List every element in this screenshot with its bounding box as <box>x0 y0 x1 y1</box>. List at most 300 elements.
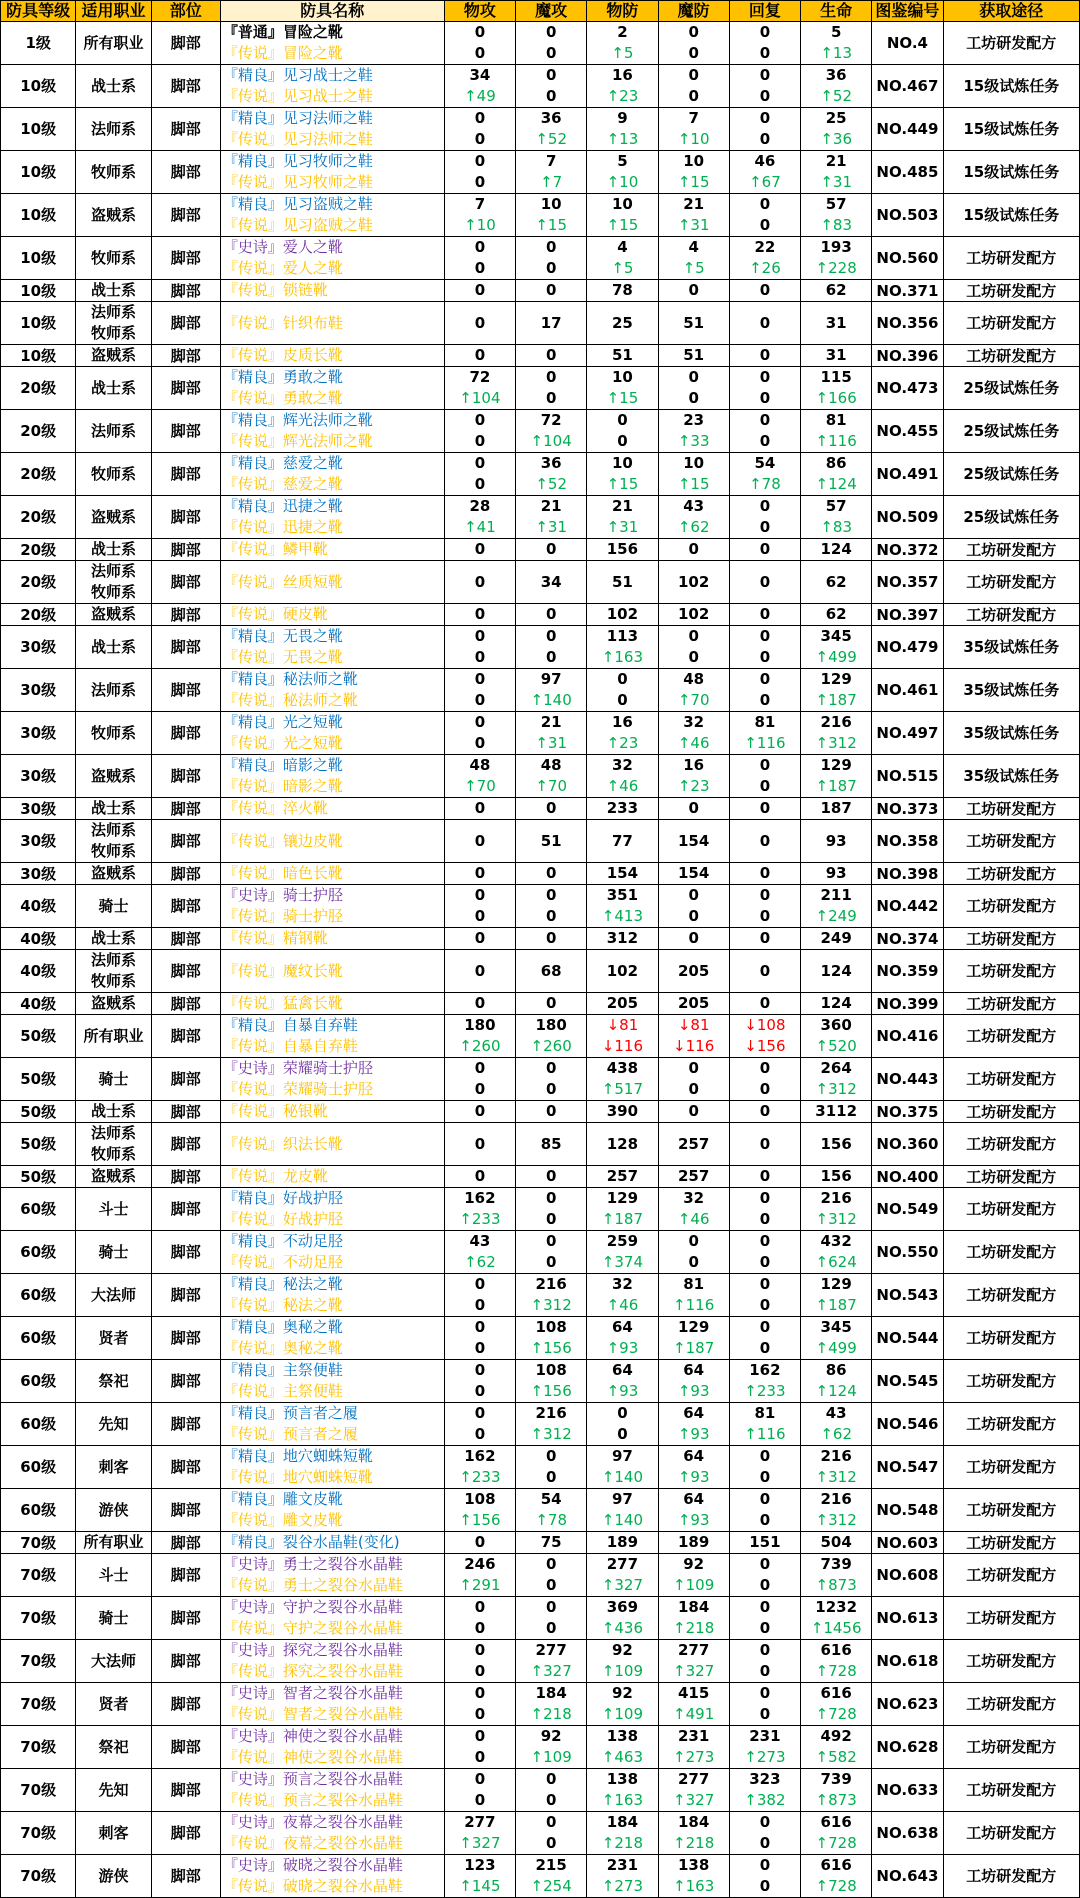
quality-tag: 『传说』 <box>222 389 283 407</box>
jobs-cell <box>76 993 151 1015</box>
job-label: 游侠 <box>98 1501 129 1519</box>
stat-value: 0 <box>759 1447 771 1465</box>
quality-tag: 『史诗』 <box>222 1813 283 1831</box>
item-name-line <box>223 820 444 862</box>
header-part: 部位 <box>151 1 220 22</box>
catalog-no-cell: NO.396 <box>872 345 943 367</box>
stat-value: 184 <box>535 1684 567 1702</box>
part-cell: 脚部 <box>151 1274 220 1317</box>
part-cell: 脚部 <box>151 1188 220 1231</box>
item-name-cell <box>220 863 444 885</box>
catalog-no-cell: NO.373 <box>872 798 943 820</box>
stat-value: 0 <box>759 1167 771 1185</box>
stat-value: 0 <box>759 1619 771 1637</box>
part-cell: 脚部 <box>151 755 220 798</box>
stat-value: ↑312 <box>530 1296 572 1314</box>
item-name-cell <box>220 1403 444 1446</box>
table-row <box>1 237 1080 280</box>
table-row <box>1 561 1080 604</box>
stat-pdef-cell <box>587 539 658 561</box>
stat-matk-cell <box>516 950 587 993</box>
stat-patk-cell <box>444 22 515 65</box>
stat-value: 0 <box>759 1135 771 1153</box>
stat-value: 0 <box>474 691 486 709</box>
item-name-cell <box>220 194 444 237</box>
item-name-line <box>223 474 444 495</box>
source-cell: 工坊研发配方 <box>943 280 1079 302</box>
jobs-cell <box>76 151 151 194</box>
stat-regen-cell <box>729 65 800 108</box>
stat-pdef-cell <box>587 302 658 345</box>
jobs-cell <box>76 453 151 496</box>
source-cell: 15级试炼任务 <box>943 108 1079 151</box>
stat-regen-cell <box>729 950 800 993</box>
item-name-line <box>223 755 444 776</box>
catalog-no-cell: NO.443 <box>872 1058 943 1101</box>
stat-value: ↑728 <box>815 1662 857 1680</box>
stat-value: ↑273 <box>601 1877 643 1895</box>
stat-mdef-cell <box>658 453 729 496</box>
item-name-cell <box>220 1855 444 1898</box>
stat-value: 77 <box>611 832 633 850</box>
item-name-line <box>223 776 444 797</box>
item-name-cell <box>220 1769 444 1812</box>
stat-value: 216 <box>820 1490 852 1508</box>
stat-patk-cell <box>444 1640 515 1683</box>
item-name: 勇敢之靴 <box>282 389 343 407</box>
catalog-no-cell: NO.613 <box>872 1597 943 1640</box>
table-row <box>1 302 1080 345</box>
stat-hp-cell <box>801 604 872 626</box>
item-name-line <box>223 410 444 431</box>
jobs-cell <box>76 1532 151 1554</box>
level-cell: 30级 <box>1 755 76 798</box>
item-name: 见习战士之鞋 <box>282 87 373 105</box>
stat-value: 0 <box>474 281 486 299</box>
stat-value: 62 <box>825 573 847 591</box>
stat-pdef-cell <box>587 1726 658 1769</box>
job-label: 刺客 <box>98 1458 129 1476</box>
item-name-cell <box>220 928 444 950</box>
stat-regen-cell <box>729 453 800 496</box>
stat-value: 0 <box>545 44 557 62</box>
stat-matk-cell <box>516 1640 587 1683</box>
stat-value: 32 <box>611 756 633 774</box>
quality-tag: 『传说』 <box>222 346 283 364</box>
stat-value: 97 <box>611 1490 633 1508</box>
quality-tag: 『传说』 <box>222 1877 283 1895</box>
item-name: 魔纹长靴 <box>282 962 343 980</box>
quality-tag: 『精良』 <box>222 1490 283 1508</box>
stat-value: 0 <box>759 109 771 127</box>
jobs-cell <box>76 712 151 755</box>
table-row <box>1 280 1080 302</box>
quality-tag: 『精良』 <box>222 1404 283 1422</box>
item-name-line <box>223 993 444 1014</box>
stat-value: ↑140 <box>530 691 572 709</box>
quality-tag: 『精良』 <box>222 411 283 429</box>
item-name: 锁链靴 <box>282 281 328 299</box>
catalog-no-cell: NO.356 <box>872 302 943 345</box>
item-name-line <box>223 1467 444 1488</box>
quality-tag: 『传说』 <box>222 1834 283 1852</box>
job-label: 牧师系 <box>90 465 136 483</box>
part-cell: 脚部 <box>151 712 220 755</box>
part-cell: 脚部 <box>151 1683 220 1726</box>
catalog-no-cell: NO.623 <box>872 1683 943 1726</box>
stat-value: 86 <box>825 454 847 472</box>
source-cell: 15级试炼任务 <box>943 65 1079 108</box>
stat-value: 0 <box>545 346 557 364</box>
stat-value: ↑140 <box>601 1511 643 1529</box>
stat-patk-cell <box>444 1317 515 1360</box>
stat-matk-cell <box>516 993 587 1015</box>
stat-hp-cell <box>801 1489 872 1532</box>
stat-value: 0 <box>759 886 771 904</box>
stat-value: ↑291 <box>459 1576 501 1594</box>
quality-tag: 『史诗』 <box>222 1555 283 1573</box>
stat-value: 0 <box>688 44 699 62</box>
stat-value: ↑166 <box>815 389 857 407</box>
item-name-cell <box>220 798 444 820</box>
stat-regen-cell <box>729 1015 800 1058</box>
stat-value: ↑46 <box>677 734 710 752</box>
stat-value: 0 <box>759 929 771 947</box>
stat-value: 51 <box>683 314 705 332</box>
stat-value: 108 <box>535 1318 567 1336</box>
quality-tag: 『精良』 <box>222 152 283 170</box>
stat-patk-cell <box>444 561 515 604</box>
stat-value: 0 <box>617 1425 628 1443</box>
stat-value: ↑273 <box>673 1748 715 1766</box>
item-name-line <box>223 1704 444 1725</box>
part-cell: 脚部 <box>151 453 220 496</box>
stat-value: 264 <box>820 1059 852 1077</box>
source-cell: 工坊研发配方 <box>943 1166 1079 1188</box>
stat-patk-cell <box>444 1166 515 1188</box>
item-name: 秘法师之靴 <box>282 670 358 688</box>
item-name: 淬火靴 <box>282 799 328 817</box>
table-row <box>1 1554 1080 1597</box>
catalog-no-cell: NO.543 <box>872 1274 943 1317</box>
level-cell: 30级 <box>1 863 76 885</box>
stat-value: 0 <box>759 962 771 980</box>
stat-regen-cell <box>729 1812 800 1855</box>
stat-regen-cell <box>729 194 800 237</box>
catalog-no-cell: NO.398 <box>872 863 943 885</box>
level-cell: 60级 <box>1 1446 76 1489</box>
stat-hp-cell <box>801 669 872 712</box>
item-name-cell <box>220 885 444 928</box>
source-cell: 工坊研发配方 <box>943 1532 1079 1554</box>
job-label: 牧师系 <box>90 1145 136 1163</box>
stat-value: 34 <box>469 66 491 84</box>
stat-matk-cell <box>516 410 587 453</box>
job-label: 牧师系 <box>90 163 136 181</box>
item-name: 预言者之履 <box>282 1425 358 1443</box>
item-name-line <box>223 906 444 927</box>
stat-value: 64 <box>611 1318 633 1336</box>
stat-value: 0 <box>759 1555 771 1573</box>
stat-regen-cell <box>729 1446 800 1489</box>
stat-value: ↑163 <box>601 1791 643 1809</box>
item-name-cell <box>220 950 444 993</box>
stat-value: 92 <box>611 1684 633 1702</box>
quality-tag: 『传说』 <box>222 1037 283 1055</box>
item-name-cell <box>220 712 444 755</box>
stat-value: ↑140 <box>601 1468 643 1486</box>
job-label: 祭祀 <box>98 1738 129 1756</box>
part-cell: 脚部 <box>151 1597 220 1640</box>
stat-patk-cell <box>444 1231 515 1274</box>
jobs-cell <box>76 1360 151 1403</box>
stat-patk-cell <box>444 194 515 237</box>
part-cell: 脚部 <box>151 1726 220 1769</box>
stat-matk-cell <box>516 863 587 885</box>
item-name-line <box>223 1231 444 1252</box>
item-name: 见习战士之鞋 <box>282 66 373 84</box>
stat-value: ↑93 <box>677 1382 710 1400</box>
jobs-cell <box>76 561 151 604</box>
quality-tag: 『史诗』 <box>222 1598 283 1616</box>
stat-value: ↑873 <box>815 1791 857 1809</box>
stat-value: 25 <box>825 109 847 127</box>
stat-value: 162 <box>749 1361 781 1379</box>
part-cell: 脚部 <box>151 65 220 108</box>
stat-matk-cell <box>516 1489 587 1532</box>
stat-matk-cell <box>516 1403 587 1446</box>
stat-matk-cell <box>516 302 587 345</box>
header-row <box>1 1 1080 22</box>
stat-value: ↓156 <box>744 1037 786 1055</box>
jobs-cell <box>76 65 151 108</box>
stat-value: 312 <box>606 929 639 947</box>
job-label: 大法师 <box>90 1286 136 1304</box>
quality-tag: 『精良』 <box>222 109 283 127</box>
item-name-cell <box>220 1597 444 1640</box>
stat-mdef-cell <box>658 604 729 626</box>
table-row <box>1 1640 1080 1683</box>
part-cell: 脚部 <box>151 820 220 863</box>
stat-value: 7 <box>688 109 699 127</box>
stat-hp-cell <box>801 194 872 237</box>
stat-value: 129 <box>606 1189 639 1207</box>
quality-tag: 『精良』 <box>222 368 283 386</box>
stat-value: 0 <box>474 1318 486 1336</box>
stat-value: 0 <box>759 44 771 62</box>
stat-value: 7 <box>474 195 486 213</box>
table-row <box>1 453 1080 496</box>
stat-value: 0 <box>759 1684 771 1702</box>
item-name-line <box>223 1532 444 1553</box>
stat-hp-cell <box>801 712 872 755</box>
stat-value: ↑33 <box>677 432 710 450</box>
stat-value: 0 <box>617 1404 628 1422</box>
stat-matk-cell <box>516 1101 587 1123</box>
source-cell: 工坊研发配方 <box>943 798 1079 820</box>
stat-regen-cell <box>729 1317 800 1360</box>
item-name-cell <box>220 1812 444 1855</box>
stat-mdef-cell <box>658 1489 729 1532</box>
stat-matk-cell <box>516 1446 587 1489</box>
item-name-line <box>223 1036 444 1057</box>
item-name: 龙皮靴 <box>282 1167 328 1185</box>
stat-value: 0 <box>474 832 486 850</box>
stat-value: 0 <box>474 1425 486 1443</box>
item-name: 迅捷之靴 <box>282 497 343 515</box>
stat-value: ↑312 <box>815 1468 857 1486</box>
stat-value: 138 <box>678 1856 710 1874</box>
stat-value: ↑31 <box>820 173 852 191</box>
level-cell: 70级 <box>1 1640 76 1683</box>
stat-value: 0 <box>759 1253 771 1271</box>
quality-tag: 『精良』 <box>222 1016 283 1034</box>
stat-value: 3112 <box>815 1102 858 1120</box>
stat-value: 184 <box>678 1813 710 1831</box>
table-row <box>1 1532 1080 1554</box>
stat-value: 129 <box>820 756 852 774</box>
stat-value: ↑10 <box>606 173 639 191</box>
stat-value: 43 <box>683 497 705 515</box>
stat-patk-cell <box>444 1855 515 1898</box>
item-name: 冒险之靴 <box>282 44 343 62</box>
stat-value: 345 <box>820 1318 852 1336</box>
stat-hp-cell <box>801 1317 872 1360</box>
source-cell: 工坊研发配方 <box>943 1123 1079 1166</box>
stat-value: ↑327 <box>530 1662 572 1680</box>
stat-patk-cell <box>444 669 515 712</box>
stat-regen-cell <box>729 496 800 539</box>
stat-value: ↓81 <box>677 1016 710 1034</box>
item-name-line <box>223 1812 444 1833</box>
stat-value: 0 <box>759 1511 771 1529</box>
catalog-no-cell: NO.548 <box>872 1489 943 1532</box>
stat-hp-cell <box>801 1812 872 1855</box>
part-cell: 脚部 <box>151 1769 220 1812</box>
item-name: 秘银靴 <box>282 1102 328 1120</box>
stat-value: 180 <box>464 1016 496 1034</box>
quality-tag: 『精良』 <box>222 1361 283 1379</box>
stat-value: 0 <box>688 540 699 558</box>
stat-value: 0 <box>759 1641 771 1659</box>
stat-value: ↑93 <box>677 1425 710 1443</box>
jobs-cell <box>76 798 151 820</box>
stat-value: ↑233 <box>459 1210 501 1228</box>
source-cell: 工坊研发配方 <box>943 1101 1079 1123</box>
stat-value: ↑67 <box>749 173 781 191</box>
item-name-line <box>223 108 444 129</box>
stat-regen-cell <box>729 1769 800 1812</box>
catalog-no-cell: NO.643 <box>872 1855 943 1898</box>
stat-value: 0 <box>759 648 771 666</box>
job-label: 贤者 <box>98 1329 129 1347</box>
item-name: 暗影之靴 <box>282 777 343 795</box>
catalog-no-cell: NO.560 <box>872 237 943 280</box>
stat-matk-cell <box>516 539 587 561</box>
source-cell: 工坊研发配方 <box>943 1726 1079 1769</box>
stat-pdef-cell <box>587 280 658 302</box>
stat-value: 189 <box>606 1533 639 1551</box>
stat-value: 0 <box>759 670 771 688</box>
stat-value: 0 <box>474 907 486 925</box>
level-cell: 30级 <box>1 798 76 820</box>
quality-tag: 『史诗』 <box>222 1641 283 1659</box>
item-name: 织法长靴 <box>282 1135 343 1153</box>
table-row <box>1 1101 1080 1123</box>
item-name-line <box>223 1252 444 1273</box>
item-name: 破晓之裂谷水晶鞋 <box>282 1877 403 1895</box>
stat-hp-cell <box>801 1058 872 1101</box>
source-cell: 工坊研发配方 <box>943 885 1079 928</box>
table-row <box>1 1597 1080 1640</box>
part-cell: 脚部 <box>151 626 220 669</box>
level-cell: 20级 <box>1 453 76 496</box>
item-name: 见习牧师之鞋 <box>282 173 373 191</box>
stat-matk-cell <box>516 194 587 237</box>
stat-value: 0 <box>545 864 557 882</box>
catalog-no-cell: NO.638 <box>872 1812 943 1855</box>
item-name-cell <box>220 1317 444 1360</box>
item-name: 精钢靴 <box>282 929 328 947</box>
stat-value: 257 <box>678 1135 710 1153</box>
stat-value: ↑116 <box>673 1296 715 1314</box>
stat-mdef-cell <box>658 755 729 798</box>
stat-hp-cell <box>801 345 872 367</box>
stat-value: 233 <box>606 799 639 817</box>
quality-tag: 『传说』 <box>222 1135 283 1153</box>
item-name-cell <box>220 302 444 345</box>
item-name-cell <box>220 1532 444 1554</box>
item-name: 守护之裂谷水晶鞋 <box>282 1619 403 1637</box>
stat-value: ↑62 <box>820 1425 852 1443</box>
stat-value: ↑15 <box>677 475 710 493</box>
stat-value: 0 <box>759 1059 771 1077</box>
table-row <box>1 1015 1080 1058</box>
stat-value: 32 <box>683 713 705 731</box>
stat-patk-cell <box>444 820 515 863</box>
stat-pdef-cell <box>587 1597 658 1640</box>
stat-value: ↑52 <box>535 475 567 493</box>
stat-mdef-cell <box>658 367 729 410</box>
item-name-line <box>223 1510 444 1531</box>
stat-value: 0 <box>617 691 628 709</box>
stat-value: 323 <box>749 1770 781 1788</box>
quality-tag: 『传说』 <box>222 1748 283 1766</box>
table-row <box>1 539 1080 561</box>
stat-value: 10 <box>611 454 633 472</box>
stat-matk-cell <box>516 626 587 669</box>
stat-value: 0 <box>688 1102 699 1120</box>
item-name-line <box>223 885 444 906</box>
stat-value: 151 <box>749 1533 781 1551</box>
source-cell: 工坊研发配方 <box>943 561 1079 604</box>
quality-tag: 『精良』 <box>222 454 283 472</box>
stat-value: 0 <box>759 1189 771 1207</box>
stat-patk-cell <box>444 863 515 885</box>
stat-matk-cell <box>516 1597 587 1640</box>
header-source: 获取途径 <box>943 1 1079 22</box>
item-name-cell <box>220 604 444 626</box>
stat-regen-cell <box>729 820 800 863</box>
stat-value: ↑46 <box>677 1210 710 1228</box>
stat-matk-cell <box>516 1532 587 1554</box>
quality-tag: 『史诗』 <box>222 1684 283 1702</box>
stat-value: ↑582 <box>815 1748 857 1766</box>
stat-value: 0 <box>474 605 486 623</box>
stat-patk-cell <box>444 626 515 669</box>
stat-value: 34 <box>540 573 562 591</box>
stat-regen-cell <box>729 1403 800 1446</box>
